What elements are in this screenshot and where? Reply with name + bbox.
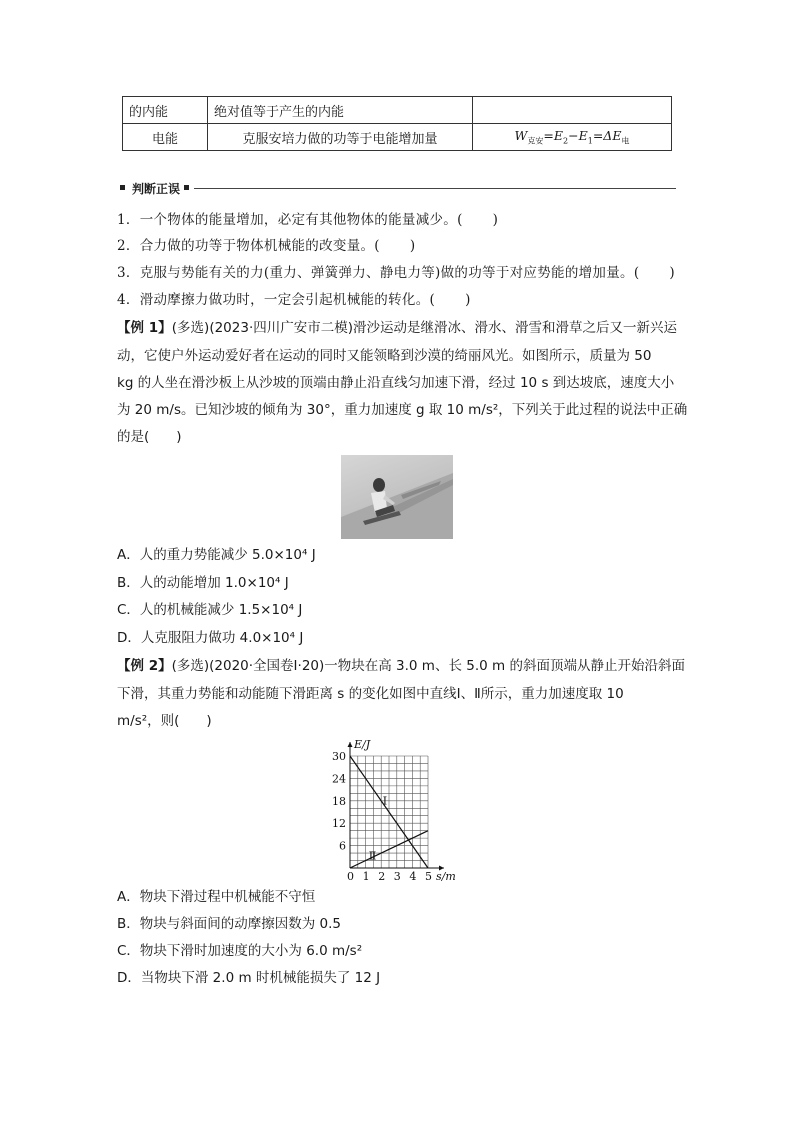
y-tick-label: 6: [339, 839, 346, 853]
y-tick-label: 30: [332, 750, 346, 763]
x-tick-label: 2: [378, 870, 386, 881]
energy-distance-chart: [330, 736, 460, 881]
example2-line: 下滑，其重力势能和动能随下滑距离 s 的变化如图中直线Ⅰ、Ⅱ所示，重力加速度取 10: [117, 686, 624, 702]
chart-axes: [348, 742, 445, 871]
series-label: Ⅰ: [382, 794, 388, 808]
bullet-square-icon: [120, 185, 125, 190]
divider: [194, 188, 676, 189]
judgment-item: 4．滑动摩擦力做功时，一定会引起机械能的转化。( ): [117, 292, 471, 308]
y-axis-arrow-icon: [348, 742, 353, 747]
judgment-item: 3．克服与势能有关的力(重力、弹簧弹力、静电力等)做的功等于对应势能的增加量。( ): [117, 265, 675, 281]
series-label: Ⅱ: [368, 849, 377, 863]
table-row: [123, 97, 672, 124]
y-axis-label: E/J: [354, 738, 371, 751]
example1-line: 为 20 m/s。已知沙坡的倾角为 30°，重力加速度 g 取 10 m/s²，下列关于此过程的说法中正确: [117, 402, 688, 418]
x-tick-label: 4: [409, 870, 417, 881]
example1-line: 动，它使户外运动爱好者在运动的同时又能领略到沙漠的绮丽风光。如图所示，质量为 50: [117, 348, 652, 364]
option-item: C．物块下滑时加速度的大小为 6.0 m/s²: [117, 943, 363, 959]
example-label: 【例 1】: [117, 320, 172, 336]
table-cell: 电能: [123, 124, 208, 151]
chart-labels: [332, 738, 456, 881]
y-tick-label: 24: [332, 772, 346, 786]
option-item: D．当物块下滑 2.0 m 时机械能损失了 12 J: [117, 970, 381, 986]
table-cell: [473, 97, 672, 124]
bullet-square-icon: [184, 185, 189, 190]
table-cell: 绝对值等于产生的内能: [208, 97, 473, 124]
example1-line: kg 的人坐在滑沙板上从沙坡的顶端由静止沿直线匀加速下滑，经过 10 s 到达坡底，速度大小: [117, 375, 675, 391]
example2-line: m/s²，则( ): [117, 713, 212, 729]
option-item: B．物块与斜面间的动摩擦因数为 0.5: [117, 916, 342, 932]
option-item: C．人的机械能减少 1.5×10⁴ J: [117, 602, 303, 618]
sand-sliding-photo: [341, 455, 453, 539]
judgment-item: 1．一个物体的能量增加，必定有其他物体的能量减少。( ): [117, 212, 499, 228]
judgment-item: 2．合力做的功等于物体机械能的改变量。( ): [117, 238, 416, 254]
x-tick-label: 5: [425, 870, 432, 881]
option-item: B．人的动能增加 1.0×10⁴ J: [117, 575, 289, 591]
example1-line: 的是( ): [117, 429, 182, 445]
table-cell: 的内能: [123, 97, 208, 124]
section-heading: [120, 180, 676, 196]
x-tick-label: 0: [347, 870, 354, 881]
energy-table: [122, 96, 672, 151]
y-tick-label: 18: [332, 794, 346, 808]
option-item: A．物块下滑过程中机械能不守恒: [117, 889, 316, 905]
example-label: 【例 2】: [117, 658, 172, 674]
option-item: D．人克服阻力做功 4.0×10⁴ J: [117, 630, 304, 646]
formula-cell: $W_{克安}=E_2-E_1=\Delta E_电$: [473, 124, 672, 151]
y-tick-label: 12: [332, 817, 346, 831]
sand-slider-figure-icon: [341, 455, 453, 539]
option-item: A．人的重力势能减少 5.0×10⁴ J: [117, 547, 316, 563]
table-cell: 克服安培力做的功等于电能增加量: [208, 124, 473, 151]
example1-line: 【例 1】 (多选)(2023·四川广安市二模)滑沙运动是继滑冰、滑水、滑雪和滑草之后又一新兴运: [117, 320, 677, 336]
x-tick-label: 1: [362, 870, 370, 881]
section-title: 判断正误: [132, 182, 181, 196]
example2-line: 【例 2】 (多选)(2020·全国卷Ⅰ·20)一物块在高 3.0 m、长 5.0 m 的斜面顶端从静止开始沿斜面: [117, 658, 685, 674]
table-row: [123, 124, 672, 151]
x-axis-label: s/m: [436, 870, 456, 881]
x-tick-label: 3: [393, 870, 401, 881]
